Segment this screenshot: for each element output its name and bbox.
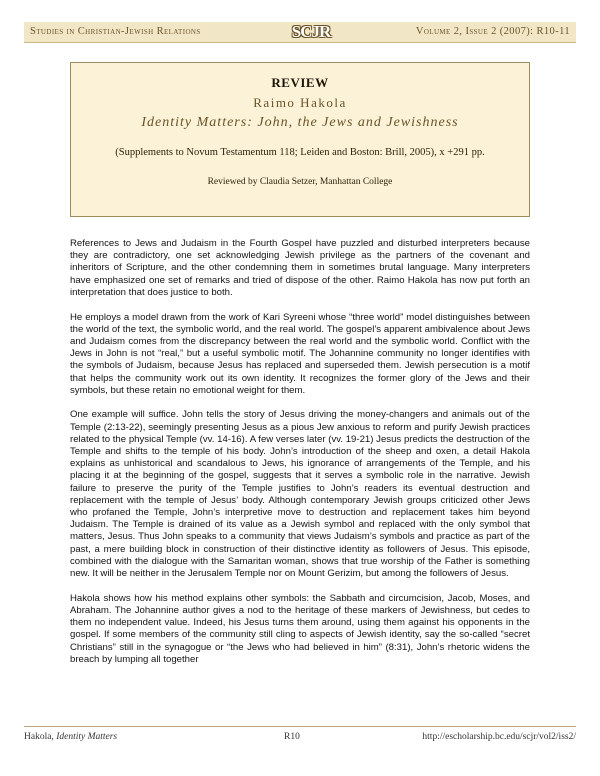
page-number: R10 [284,732,300,742]
publication-details: (Supplements to Novum Testamentum 118; Leiden and Boston: Brill, 2005), x +291 pp. [115,147,485,158]
footer-url[interactable]: http://escholarship.bc.edu/scjr/vol2/iss2/ [422,732,576,742]
running-header [24,22,576,43]
footer-title: Identity Matters [56,732,118,742]
book-title: Identity Matters: John, the Jews and Jewishness [141,115,459,130]
footer-author: Hakola, [24,732,54,742]
paragraph: Hakola shows how his method explains other symbols: the Sabbath and circumcision, Jacob, Moses, and Abraham. The Johannine author gives a nod to the heritage of these markers of Jewishness, but cedes to them no independent value. Indeed, his Jesus turns them around, using them against his opponents in the gospel. If some members of the community still cling to aspects of Jewish identity, say the so-called “secret Christians” still in the synagogue or “the Jews who had believed in him” (8:31), John’s rhetoric widens the breach by lumping all together [70,592,530,665]
running-footer [24,732,576,746]
review-label: REVIEW [271,75,329,90]
journal-name: Studies in Christian-Jewish Relations [30,26,201,37]
review-body [70,238,530,679]
reviewer-credit: Reviewed by Claudia Setzer, Manhattan College [207,177,393,187]
footer-citation [24,732,117,742]
book-author: Raimo Hakola [253,95,347,110]
journal-logo: SCJR [285,22,337,42]
review-info-box [70,62,530,217]
footer-divider [24,726,576,727]
paragraph: He employs a model drawn from the work of Kari Syreeni whose “three world” model distinguishes between the world of the text, the symbolic world, and the real world. The gospel’s apparent ambivalence about Jews and Judaism comes from the discrepancy between the real world and the symbolic world. Conflict with the Jews in John is not “real,” but a useful symbolic motif. The Johannine community no longer identifies with the symbols of Judaism, because Jesus has replaced and superseded them. Jewish persecution is a motif that helps the community work out its own identity. It recognizes the former glory of the Jews and their symbols, but these retain no emotional weight for them. [70,311,530,396]
paragraph: One example will suffice. John tells the story of Jesus driving the money-changers and animals out of the Temple (2:13-22), seemingly presenting Jesus as a pious Jew anxious to reform and purify Jewish practices related to the physical Temple (vv. 14-16). A few verses later (vv. 19-21) Jesus predicts the destruction of the Temple and shifts to the temple of his body. John’s introduction of the sheep and oxen, a detail Hakola explains as unhistorical and scandalous to Jews, his ignorance of arrangements of the Temple, and his placing it at the beginning of the gospel, suggests that it serves a symbolic role in the narrative. Jewish failure to preserve the purity of the Temple justifies to John’s readers its eventual destruction and replacement with the temple of Jesus’ body. Although contemporary Jewish groups criticized other Jews who profaned the Temple, John’s interpretive move to destruction and replacement takes him beyond Judaism. The Temple is drained of its value as a Jewish symbol and replaced with the only symbol that matters, Jesus. Thus John speaks to a community that views Judaism’s symbols and practice as part of the past, a mere building block in construction of their distinctive identity as followers of Jesus. This episode, combined with the dialogue with the Samaritan woman, shows that true worship of the Father is something new. It will be neither in the Jerusalem Temple nor on Mount Gerizim, but among the followers of Jesus. [70,409,530,580]
paragraph: References to Jews and Judaism in the Fourth Gospel have puzzled and disturbed interpreters because they are contradictory, one set acknowledging Jewish privilege as the partners of the covenant and inheritors of Scripture, and the other condemning them in sometimes brutal language. Many interpreters have emphasized one set of remarks and tried of dispose of the other. Raimo Hakola has now put forth an interpretation that does justice to both. [70,238,530,298]
volume-info: Volume 2, Issue 2 (2007): R10-11 [415,26,570,37]
